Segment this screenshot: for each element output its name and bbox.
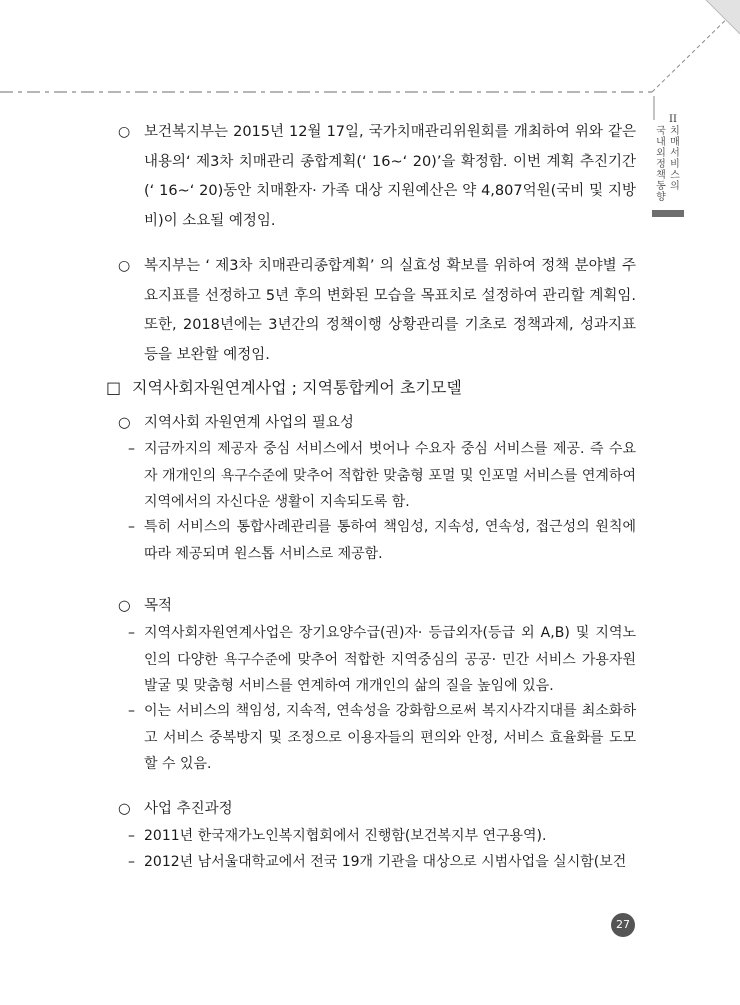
- circle-bullet: ○: [118, 258, 131, 274]
- subsection-heading-purpose: [118, 594, 172, 618]
- circle-bullet: ○: [118, 415, 131, 431]
- dash-item-text: 지역사회자원연계사업은 장기요양수급(권)자· 등급외자(등급 외 A,B) 및 지역노인의 다양한 욕구수준에 맞추어 적합한 지역중심의 공공· 민간 서비스 가용자원 발굴 및 맞춤형 서비스를 연계하여 개개인의 삶의 질을 높임에 있음.: [144, 625, 636, 694]
- chapter-title-line2: 국내외정책동향: [656, 126, 666, 203]
- dash-bullet: –: [128, 828, 135, 844]
- section-title: 지역사회자원연계사업 ; 지역통합케어 초기모델: [132, 378, 462, 397]
- header-diagonal-line: [652, 8, 738, 92]
- paragraph-plan-confirmed: [118, 118, 636, 236]
- dash-item: [128, 620, 636, 700]
- dash-bullet: –: [128, 703, 135, 719]
- dash-item-text: 이는 서비스의 책임성, 지속적, 연속성을 강화함으로써 복지사각지대를 최소화하고 서비스 중복방지 및 조정으로 이용자들의 편의와 안정, 서비스 효율화를 도모할 수 있음.: [144, 703, 636, 772]
- subsection-title: 사업 추진과정: [144, 801, 233, 817]
- subsection-heading-necessity: [118, 411, 354, 435]
- circle-bullet: ○: [118, 598, 131, 614]
- page-number-badge: 27: [611, 913, 635, 937]
- square-bullet: □: [106, 378, 122, 397]
- circle-bullet: ○: [118, 124, 131, 140]
- dash-bullet: –: [128, 519, 135, 535]
- dash-bullet: –: [128, 854, 135, 870]
- subsection-heading-process: [118, 797, 233, 821]
- dash-bullet: –: [128, 625, 135, 641]
- chapter-title-line1: 치매서비스의: [670, 126, 680, 192]
- dash-item: [128, 823, 636, 850]
- paragraph-text: 복지부는 ‘ 제3차 치매관리종합계획’ 의 실효성 확보를 위하여 정책 분야별 주요지표를 선정하고 5년 후의 변화된 모습을 목표치로 설정하여 관리할 계획임. 또한, 2018년에는 3년간의 정책이행 상황관리를 기초로 정책과제, 성과지표 등을 보완할 예정임.: [144, 258, 636, 363]
- paragraph-indicators: [118, 252, 636, 370]
- dash-item-text: 2012년 남서울대학교에서 전국 19개 기관을 대상으로 시범사업을 실시함(보건: [144, 854, 627, 870]
- chapter-tab-bar: [652, 210, 684, 217]
- dash-item-text: 특히 서비스의 통합사례관리를 통하여 책임성, 지속성, 연속성, 접근성의 원칙에 따라 제공되며 원스톱 서비스로 제공함.: [144, 519, 636, 562]
- dash-item: [128, 849, 636, 876]
- subsection-title: 지역사회 자원연계 사업의 필요성: [144, 415, 354, 431]
- chapter-side-tab: [652, 100, 688, 220]
- dash-bullet: –: [128, 441, 135, 457]
- header-decoration: [0, 0, 740, 120]
- dash-item: [128, 436, 636, 516]
- paragraph-text: 보건복지부는 2015년 12월 17일, 국가치매관리위원회를 개최하여 위와 같은 내용의‘ 제3차 치매관리 종합계획(‘ 16~‘ 20)’을 확정함. 이번 계획 추진기간(‘ 16~‘ 20)동안 치매환자· 가족 대상 지원예산은 약 4,807억원(국비 및 지방비)이 소요될 예정임.: [144, 124, 636, 229]
- section-heading: [106, 376, 462, 400]
- circle-bullet: ○: [118, 801, 131, 817]
- dash-item-text: 2011년 한국재가노인복지협회에서 진행함(보건복지부 연구용역).: [144, 828, 547, 844]
- dash-item: [128, 698, 636, 778]
- dash-item-text: 지금까지의 제공자 중심 서비스에서 벗어나 수요자 중심 서비스를 제공. 즉 수요자 개개인의 욕구수준에 맞추어 적합한 맞춤형 포멀 및 인포멀 서비스를 연계하여 지역에서의 자신다운 생활이 지속되도록 함.: [144, 441, 636, 510]
- dash-item: [128, 514, 636, 567]
- subsection-title: 목적: [144, 598, 173, 614]
- chapter-number: II: [669, 114, 677, 125]
